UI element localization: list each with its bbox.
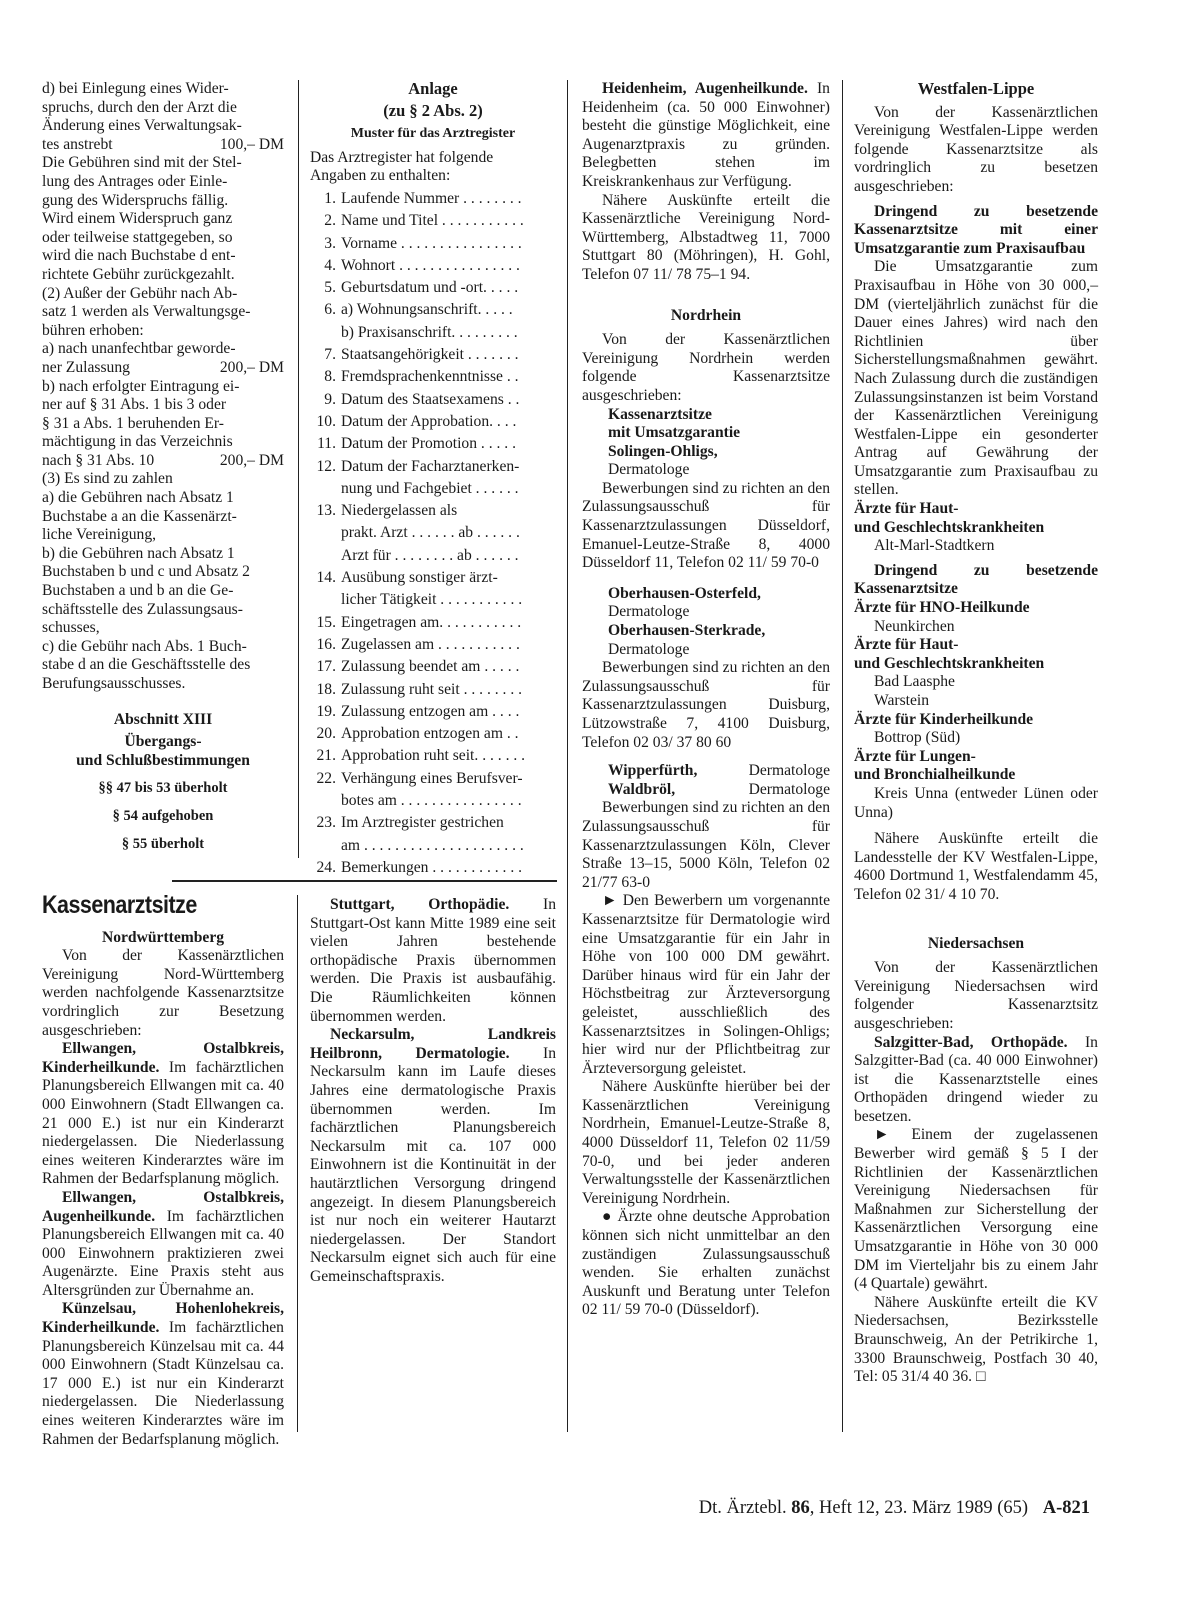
listing-row: Wipperfürth, Dermatologe [608, 762, 830, 780]
location: Bad Laasphe [874, 673, 955, 691]
register-item-label: Arzt für . . . . . . . . ab . . . . . . [341, 546, 519, 564]
fee-line: Die Gebühren sind mit der Stel- [42, 154, 242, 172]
anlage-title: Anlage [408, 79, 458, 98]
listing: Neckarsulm, Landkreis Heilbronn, Dermatologie. In Neckarsulm kann im Laufe dieses Jahres eine dermatologische Praxis übernommen werden. Im fachärztlichen Planungsbereich Neckarsulm mit ca. 107 000 Einwohnern ist die Kontinuität in der hautärztlichen Versorgung dringend angezeigt. In diesem Planungsbereich ist nur noch ein weiterer Hautarzt niedergelassen. Der Standort Neckarsulm eignet sich auch für eine Gemeinschaftspraxis. [310, 1026, 556, 1285]
info-text: Nähere Auskünfte erteilt die Landesstelle der KV Westfalen-Lippe, 4600 Dortmund 1, Westfalendamm 45, Telefon 02 31/ 4 10 70. [854, 830, 1098, 903]
fee-line: oder teilweise stattgegeben, so [42, 228, 233, 246]
section-title: Abschnitt XIII [113, 710, 213, 728]
register-item-label: Zulassung beendet am . . . . . [341, 658, 520, 676]
column-3 [582, 80, 830, 1320]
para3-line: liche Vereinigung, [42, 526, 157, 544]
journal-name: Dt. Ärztebl. [698, 1498, 787, 1518]
register-item [310, 233, 556, 255]
register-item-label: Datum der Promotion . . . . . [341, 435, 516, 453]
para3-line: schäftsstelle des Zulassungsaus- [42, 600, 243, 618]
listing-title: Kassenarztsitze [608, 405, 712, 423]
para3-line: (3) Es sind zu zahlen [42, 470, 173, 488]
register-item-label: Geburtsdatum und -ort. . . . . [341, 279, 519, 297]
register-item [310, 612, 556, 634]
register-item [310, 545, 556, 567]
para3-line: Buchstabe a an die Kassenärzt- [42, 507, 237, 525]
region-heading: Nordwürttemberg [101, 928, 225, 946]
para2-line: satz 1 werden als Verwaltungsge- [42, 303, 251, 321]
para3-line: schusses, [42, 619, 100, 637]
register-item [310, 433, 556, 455]
info-text: Nähere Auskünfte hierüber bei der Kassenärztlichen Vereinigung Nordrhein, Emanuel-Leutze-Straße 8, 4000 Düsseldorf 11, Telefon 02 11/59 70-0, und bei jeder anderen Verwaltungsstelle der Kassenärztlichen Vereinigung Nordrhein. [582, 1078, 830, 1207]
fee-line: Wird einem Widerspruch ganz [42, 210, 233, 228]
para3-line: Buchstaben a und b an die Ge- [42, 582, 234, 600]
guarantee-text: Die Umsatzgarantie zum Praxisaufbau in Höhe von 30 000,– DM (vierteljährlich zunächst für die Dauer eines Jahres) wird nach den Richtlinien über Sicherstellungsmaßnahmen gewährt. Nach Zulassung durch die zuständigen Zulassungsinstanzen ist beim Vorstand der Kassenärztlichen Vereinigung Westfalen-Lippe ein gesonderter Antrag auf Gewährung der Umsatzgarantie zum Praxisaufbau zu stellen. [854, 258, 1098, 499]
specialty-title: Ärzte für Lungen- [854, 747, 976, 765]
register-item-label: Laufende Nummer . . . . . . . . [341, 189, 522, 207]
bullet-note: ● Ärzte ohne deutsche Approbation können sich nicht unmittelbar an den zuständigen Zulassungsausschuß wenden. Sie erhalten zunächst Auskunft und Beratung unter Telefon 02 11/ 59 70-0 (Düsseldorf). [582, 1208, 830, 1319]
register-item [310, 366, 556, 388]
listing: Künzelsau, Hohenlohekreis, Kinderheilkunde. Im fachärztlichen Planungsbereich Künzelsau mit ca. 44 000 Einwohnern (Stadt Künzelsau ca. 17 000 E.) ist nur ein Kinderarzt niedergelassen. Die Niederlassung eines weiteren Kinderarztes wäre im Rahmen der Bedarfsplanung möglich. [42, 1300, 284, 1448]
register-item-label: Staatsangehörigkeit . . . . . . . [341, 346, 519, 364]
page-number: A-821 [1042, 1498, 1090, 1518]
region-heading: Nordrhein [670, 306, 742, 324]
listing-specialty: Dermatologe [608, 640, 690, 658]
register-intro: Angaben zu enthalten: [310, 167, 451, 185]
register-item-label: Im Arztregister gestrichen [341, 814, 504, 832]
register-item [310, 411, 556, 433]
column-1 [42, 80, 284, 853]
register-item-number: 11. [317, 435, 336, 453]
register-item [310, 299, 556, 321]
apply-text: Bewerbungen sind zu richten an den Zulassungsausschuß für Kassenarztzulassungen Düsseldorf, Emanuel-Leutze-Straße 8, 4000 Düsseldorf 11, Telefon 02 11/ 59 70-0 [582, 479, 830, 572]
register-item-number: 17. [316, 658, 336, 676]
register-item-label: Fremdsprachenkenntnisse . . [341, 368, 519, 386]
register-item-number: 19. [316, 702, 336, 720]
register-item-number: 15. [316, 613, 336, 631]
register-item-number: 23. [316, 814, 336, 832]
fee-row: tes anstrebt 100,– DM [42, 135, 284, 153]
para2-line: mächtigung in das Verzeichnis [42, 433, 233, 451]
journal-issue: , Heft 12, 23. März 1989 (65) [809, 1498, 1029, 1518]
register-item [310, 634, 556, 656]
para2-line: ner auf § 31 Abs. 1 bis 3 oder [42, 396, 227, 414]
kassenarztsitze-block-2 [310, 896, 556, 1286]
region-heading: Westfalen-Lippe [917, 79, 1035, 98]
info-text: Nähere Auskünfte erteilt die KV Niedersachsen, Bezirksstelle Braunschweig, An der Petrikirche 1, 3300 Braunschweig, Postfach 30 40, Tel: 05 31/4 40 36. □ [854, 1293, 1098, 1386]
apply-text: Bewerbungen sind zu richten an den Zulassungsausschuß für Kassenarztzulassungen Duisburg, Lützowstraße 7, 4100 Duisburg, Telefon 02 03/ 37 80 60 [582, 659, 830, 751]
listing: Ellwangen, Ostalbkreis, Augenheilkunde. Im fachärztlichen Planungsbereich Ellwangen mit ca. 40 000 Einwohnern praktizieren zwei Augenärzte. Eine Praxis steht aus Altersgründen zur Übernahme an. [42, 1188, 284, 1299]
register-item-number: 7. [324, 346, 336, 364]
register-item [310, 835, 556, 857]
column-rule [297, 895, 298, 1432]
listing-specialty: Dermatologe [608, 461, 690, 479]
register-item [310, 522, 556, 544]
register-item-number: 10. [316, 412, 336, 430]
register-item [310, 188, 556, 210]
region-intro: Von der Kassenärztlichen Vereinigung Nord-Württemberg werden nachfolgende Kassenarztsitze vordringlich zur Besetzung ausgeschrieben: [42, 947, 284, 1039]
section-item: § 54 aufgehoben [112, 807, 214, 824]
apply-text: Bewerbungen sind zu richten an den Zulassungsausschuß für Kassenarztzulassungen Köln, Clever Straße 13–15, 5000 Köln, Telefon 02 21/77 63-0 [582, 799, 830, 891]
register-item-label: Zulassung ruht seit . . . . . . . . [341, 680, 523, 698]
register-item-label: Datum des Staatsexamens . . [341, 390, 520, 408]
listing: Stuttgart, Orthopädie. In Stuttgart-Ost kann Mitte 1989 eine seit vielen Jahren bestehende orthopädische Praxis übernommen werden. Die Praxis ist ausbaufähig. Die Räumlichkeiten können übernommen werden. [310, 896, 556, 1025]
end-mark: □ [975, 1368, 986, 1386]
register-item-number: 1. [324, 189, 336, 207]
register-item-number: 21. [316, 747, 336, 765]
section-subtitle: und Schlußbestimmungen [76, 751, 250, 769]
register-item-number: 18. [316, 680, 336, 698]
register-item-number: 4. [324, 256, 336, 274]
register-title: Muster für das Arztregister [350, 126, 516, 142]
para2-line: (2) Außer der Gebühr nach Ab- [42, 284, 238, 302]
region-intro: Von der Kassenärztlichen Vereinigung Westfalen-Lippe werden folgende Kassenarztsitze als vordringlich zu besetzen ausgeschrieben: [854, 103, 1098, 195]
listing: Heidenheim, Augenheilkunde. In Heidenheim (ca. 50 000 Einwohner) besteht die günstige Möglichkeit, eine Augenarztpraxis zu gründen. Belegbetten stehen im Kreiskrankenhaus zur Verfügung. [582, 80, 830, 190]
register-item-label: Wohnort . . . . . . . . . . . . . . . . [341, 256, 520, 274]
kassenarztsitze-heading: Kassenarztsitze [42, 891, 197, 919]
register-item [310, 210, 556, 232]
listing-title: Dringend zu besetzende Kassenarztsitze mit einer Umsatzgarantie zum Praxisaufbau [854, 202, 1098, 257]
specialty-title: Ärzte für Haut- [854, 636, 959, 654]
column-2-anlage [310, 80, 556, 879]
info-text: Nähere Auskünfte erteilt die Kassenärztliche Vereinigung Nord-Württemberg, Albstadtweg 11, 7000 Stuttgart 80 (Möhringen), H. Gohl, Telefon 07 11/ 78 75–1 94. [582, 191, 830, 283]
specialty-title: und Geschlechtskrankheiten [854, 654, 1045, 672]
para3-line: stabe d an die Geschäftsstelle des [42, 656, 251, 674]
register-item-number: 3. [324, 234, 336, 252]
register-item-number: 14. [316, 569, 336, 587]
column-rule [567, 80, 568, 1432]
register-item [310, 500, 556, 522]
item-d-line: Änderung eines Verwaltungsak- [42, 117, 242, 135]
anlage-subtitle: (zu § 2 Abs. 2) [383, 100, 483, 120]
register-item-number: 24. [316, 858, 336, 876]
fee-line: wird die nach Buchstabe d ent- [42, 247, 236, 265]
register-item [310, 745, 556, 767]
section-item: § 55 überholt [121, 835, 205, 852]
fee-row: ner Zulassung 200,– DM [42, 358, 284, 376]
register-item-number [310, 522, 341, 544]
register-item-label: Name und Titel . . . . . . . . . . . [341, 212, 524, 230]
register-item-label: a) Wohnungsanschrift. . . . . [341, 301, 513, 319]
listing-title: mit Umsatzgarantie [608, 424, 741, 442]
register-item [310, 701, 556, 723]
register-item-number [310, 478, 341, 500]
specialty-title: und Geschlechtskrankheiten [854, 518, 1045, 536]
location: Kreis Unna (entweder Lünen oder Unna) [854, 784, 1098, 821]
register-item-label: botes am . . . . . . . . . . . . . . . . [341, 791, 522, 809]
arrow-note: ► Den Bewerbern um vorgenannte Kassenarztsitze für Dermatologie wird eine Umsatzgarantie für ein Jahr in Höhe von 100 000 DM gewährt. Darüber hinaus wird für ein Jahr der Höchstbeitrag zur Ärzteversorgung geleistet, ausschließlich des Kassenarztsitzes in Solingen-Ohligs; hier wird nur der Pflichtbeitrag zur Ärzteversorgung geleistet. [582, 892, 830, 1077]
register-item [310, 456, 556, 478]
register-list [310, 188, 556, 879]
register-item-number: 8. [324, 368, 336, 386]
listing: Ellwangen, Ostalbkreis, Kinderheilkunde. Im fachärztlichen Planungsbereich Ellwangen mit ca. 40 000 Einwohnern (Stadt Ellwangen ca. 21 000 E.) ist nur ein Kinderarzt niedergelassen. Die Niederlassung eines weiteren Kinderarztes wäre im Rahmen der Bedarfsplanung möglich. [42, 1040, 284, 1188]
register-item-number [310, 835, 341, 857]
register-item-number: 5. [324, 279, 336, 297]
register-item [310, 857, 556, 879]
register-item-number: 6. [324, 301, 336, 319]
register-item-number: 2. [324, 212, 336, 230]
register-item-label: Zulassung entzogen am . . . . [341, 702, 520, 720]
register-item-label: am . . . . . . . . . . . . . . . . . . . . . [341, 836, 524, 854]
location: Neunkirchen [874, 617, 955, 635]
register-item-label: Eingetragen am. . . . . . . . . . . [341, 613, 522, 631]
para3-line: Buchstaben b und c und Absatz 2 [42, 563, 250, 581]
register-item-label: Datum der Facharztanerken- [341, 457, 520, 475]
specialty-title: Ärzte für HNO-Heilkunde [854, 599, 1030, 617]
register-item-number [310, 322, 341, 344]
register-item-label: Ausübung sonstiger ärzt- [341, 569, 498, 587]
item-d-line: d) bei Einlegung eines Wider- [42, 80, 229, 97]
register-item-number: 13. [316, 502, 336, 520]
register-item [310, 589, 556, 611]
specialty-title: Ärzte für Haut- [854, 500, 959, 518]
fee-line: lung des Antrages oder Einle- [42, 172, 228, 190]
kassenarztsitze-block [42, 891, 284, 1449]
column-rule [298, 80, 299, 858]
register-item-label: Approbation entzogen am . . [341, 725, 519, 743]
register-item-label: Zugelassen am . . . . . . . . . . . [341, 635, 520, 653]
item-d-line: spruchs, durch den der Arzt die [42, 98, 237, 116]
region-intro: Von der Kassenärztlichen Vereinigung Nordrhein werden folgende Kassenarztsitze ausgeschrieben: [582, 331, 830, 404]
register-item-label: Datum der Approbation. . . . [341, 412, 517, 430]
para3-line: Berufungsausschusses. [42, 675, 186, 692]
section-item: §§ 47 bis 53 überholt [98, 780, 228, 797]
register-item-number [310, 790, 341, 812]
listing-title: Oberhausen-Osterfeld, [608, 584, 761, 602]
register-item-number: 12. [316, 457, 336, 475]
para3-line: c) die Gebühr nach Abs. 1 Buch- [42, 637, 247, 655]
specialty-title: und Bronchialheilkunde [854, 766, 1016, 784]
listing-title: Oberhausen-Sterkrade, [608, 622, 766, 640]
column-rule [842, 80, 843, 1432]
register-item-label: Bemerkungen . . . . . . . . . . . . [341, 858, 523, 876]
fee-line: gung des Widerspruchs fällig. [42, 191, 229, 209]
register-item [310, 812, 556, 834]
section-subtitle: Übergangs- [124, 733, 202, 751]
arrow-note: ► Einem der zugelassenen Bewerber wird gemäß § 5 I der Richtlinien der Kassenärztlichen Vereinigung Niedersachsen für Maßnahmen zur Sicherstellung der Kassenärztlichen Versorgung eine Umsatzgarantie in Höhe von 30 000 DM im Vierteljahr bis zu einem Jahr (4 Quartale) gewährt. [854, 1126, 1098, 1293]
listing-specialty: Dermatologe [608, 603, 690, 621]
region-intro: Von der Kassenärztlichen Vereinigung Niedersachsen wird folgender Kassenarztsitz ausgeschrieben: [854, 959, 1098, 1032]
listing-title: Dringend zu besetzende Kassenarztsitze [854, 561, 1098, 598]
register-item [310, 255, 556, 277]
listing: Salzgitter-Bad, Orthopäde. In Salzgitter-Bad (ca. 40 000 Einwohner) ist die Kassenarztstelle eines Orthopäden dringend wieder zu besetzen. [854, 1033, 1098, 1125]
register-item-number: 22. [316, 769, 336, 787]
register-item-label: nung und Fachgebiet . . . . . . [341, 479, 519, 497]
register-item-number: 20. [316, 725, 336, 743]
para3-line: a) die Gebühren nach Absatz 1 [42, 489, 234, 507]
register-item-label: Approbation ruht seit. . . . . . . [341, 747, 526, 765]
location: Alt-Marl-Stadtkern [874, 537, 995, 555]
register-item-label: licher Tätigkeit . . . . . . . . . . . [341, 591, 523, 609]
register-item [310, 679, 556, 701]
register-item-number [310, 545, 341, 567]
para2-line: b) nach erfolgter Eintragung ei- [42, 377, 240, 395]
journal-volume: 86 [791, 1498, 810, 1518]
listing-title: Solingen-Ohligs, [608, 442, 718, 460]
para2-line: a) nach unanfechtbar geworde- [42, 340, 236, 358]
register-item-label: prakt. Arzt . . . . . . ab . . . . . . [341, 524, 520, 542]
para2-line: bühren erhoben: [42, 321, 144, 339]
fee-line: richtete Gebühr zurückgezahlt. [42, 265, 235, 283]
register-item [310, 768, 556, 790]
page-footer [699, 1498, 1090, 1519]
register-item-number: 16. [316, 635, 336, 653]
specialty-title: Ärzte für Kinderheilkunde [854, 710, 1034, 728]
register-item [310, 790, 556, 812]
register-item [310, 322, 556, 344]
fee-row: nach § 31 Abs. 10 200,– DM [42, 451, 284, 469]
section-rule [172, 880, 557, 882]
register-item-number [310, 589, 341, 611]
column-4 [854, 80, 1098, 1387]
register-item [310, 567, 556, 589]
register-item [310, 277, 556, 299]
register-item-label: Verhängung eines Berufsver- [341, 769, 523, 787]
listing-row: Waldbröl, Dermatologe [608, 780, 830, 798]
register-item-label: b) Praxisanschrift. . . . . . . . . [341, 323, 518, 341]
register-intro: Das Arztregister hat folgende [310, 148, 494, 166]
register-item-label: Vorname . . . . . . . . . . . . . . . . [341, 234, 522, 252]
register-item [310, 656, 556, 678]
register-item [310, 389, 556, 411]
region-heading: Niedersachsen [927, 934, 1025, 952]
register-item [310, 723, 556, 745]
para3-line: b) die Gebühren nach Absatz 1 [42, 544, 235, 562]
register-item [310, 344, 556, 366]
register-item-number: 9. [324, 390, 336, 408]
location: Bottrop (Süd) [874, 729, 961, 747]
register-item-label: Niedergelassen als [341, 502, 458, 520]
location: Warstein [874, 692, 930, 709]
para2-line: § 31 a Abs. 1 beruhenden Er- [42, 414, 225, 432]
register-item [310, 478, 556, 500]
